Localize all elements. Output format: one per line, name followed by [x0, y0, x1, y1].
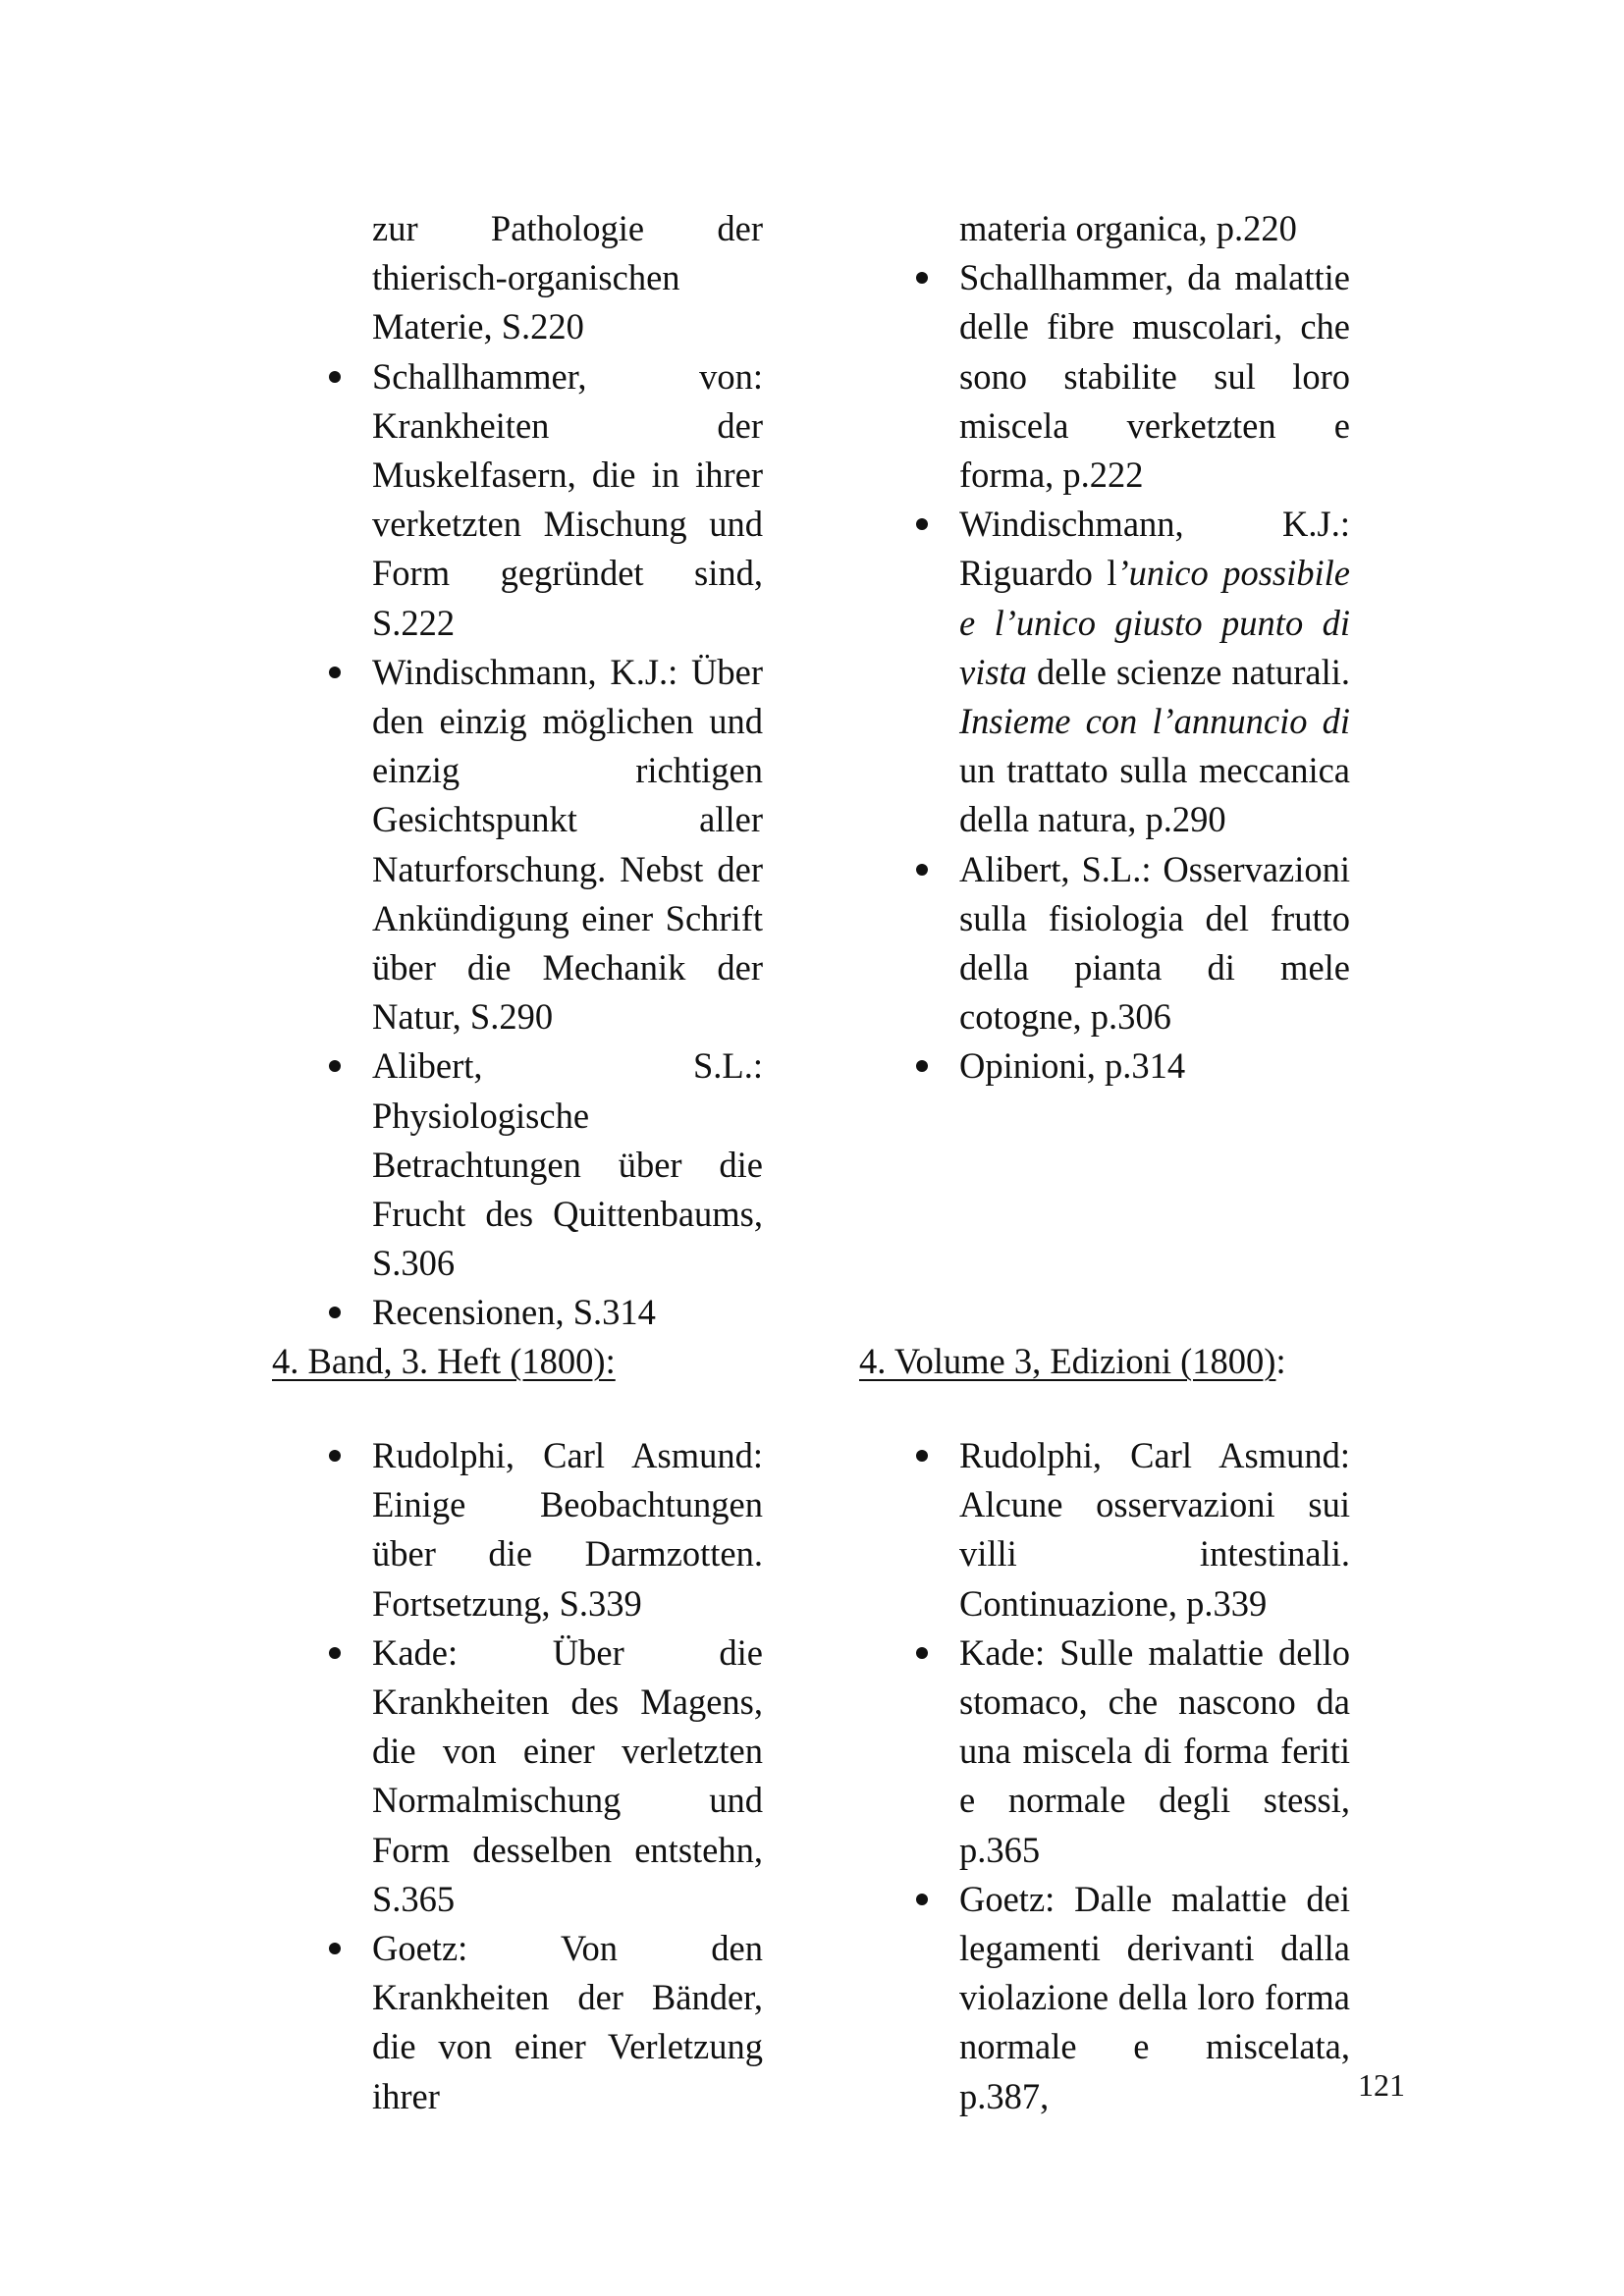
italian-column-top — [908, 204, 1350, 1092]
list-item: Kade: Sulle malattie dello stomaco, che nascono da una miscela di forma feriti e normale degli stessi, p.365 — [908, 1629, 1350, 1875]
bullet-icon — [329, 1943, 341, 1954]
bullet-icon — [329, 667, 341, 678]
bullet-icon — [916, 1647, 928, 1659]
list-item: Rudolphi, Carl Asmund: Einige Beobachtungen über die Darmzotten. Fortsetzung, S.339 — [321, 1431, 763, 1629]
german-column-bottom — [321, 1431, 763, 2121]
list-item: Goetz: Von den Krankheiten der Bänder, die von einer Verletzung ihrer — [321, 1924, 763, 2121]
section-heading-italian: 4. Volume 3, Edizioni (1800): — [859, 1341, 1286, 1381]
list-item: Schallhammer, da malattie delle fibre muscolari, che sono stabilite sul loro miscela verketzten e forma, p.222 — [908, 253, 1350, 500]
bullet-icon — [329, 371, 341, 383]
list-item: Recensionen, S.314 — [321, 1288, 763, 1337]
list-item: Alibert, S.L.: Osservazioni sulla fisiologia del frutto della pianta di mele cotogne, p.306 — [908, 845, 1350, 1042]
continuation-text: zur Pathologie der thierisch-organischen Materie, S.220 — [372, 208, 763, 347]
bullet-icon — [329, 1450, 341, 1462]
continuation-text: materia organica, p.220 — [959, 208, 1297, 248]
bullet-icon — [916, 518, 928, 530]
italic-title: ’unico possibile e l’unico giusto punto di vista — [959, 553, 1351, 692]
list-item: Opinioni, p.314 — [908, 1041, 1350, 1091]
list-item: Rudolphi, Carl Asmund: Alcune osservazioni sui villi intestinali. Continuazione, p.339 — [908, 1431, 1350, 1629]
section-heading-german: 4. Band, 3. Heft (1800): — [272, 1341, 616, 1381]
bullet-icon — [916, 272, 928, 284]
list-item: Kade: Über die Krankheiten des Magens, die von einer verletzten Normalmischung und Form desselben entstehn, S.365 — [321, 1629, 763, 1924]
list-item: Goetz: Dalle malattie dei legamenti derivanti dalla violazione della loro forma normale e miscelata, p.387, — [908, 1875, 1350, 2121]
bullet-icon — [916, 1450, 928, 1462]
bullet-icon — [329, 1060, 341, 1072]
bullet-icon — [916, 1894, 928, 1905]
italic-title: Insieme con l’annuncio di — [959, 701, 1350, 742]
german-column-top — [321, 204, 763, 1338]
list-item: Schallhammer, von: Krankheiten der Muskelfasern, die in ihrer verketzten Mischung und Form gegründet sind, S.222 — [321, 352, 763, 648]
list-item: Windischmann, K.J.: Über den einzig möglichen und einzig richtigen Gesichtspunkt aller Naturforschung. Nebst der Ankündigung einer Schrift über die Mechanik der Natur, S.290 — [321, 648, 763, 1042]
page-number: 121 — [1358, 2067, 1405, 2103]
bullet-icon — [329, 1307, 341, 1318]
list-item: Alibert, S.L.: Physiologische Betrachtungen über die Frucht des Quittenbaums, S.306 — [321, 1041, 763, 1288]
bullet-icon — [916, 864, 928, 876]
italian-column-bottom — [908, 1431, 1350, 2121]
bullet-icon — [916, 1060, 928, 1072]
list-item: Windischmann, K.J.: Riguardo l’unico possibile e l’unico giusto punto di vista delle scienze naturali. Insieme con l’annuncio di un trattato sulla meccanica della natura, p.290 — [908, 500, 1350, 844]
bullet-icon — [329, 1647, 341, 1659]
